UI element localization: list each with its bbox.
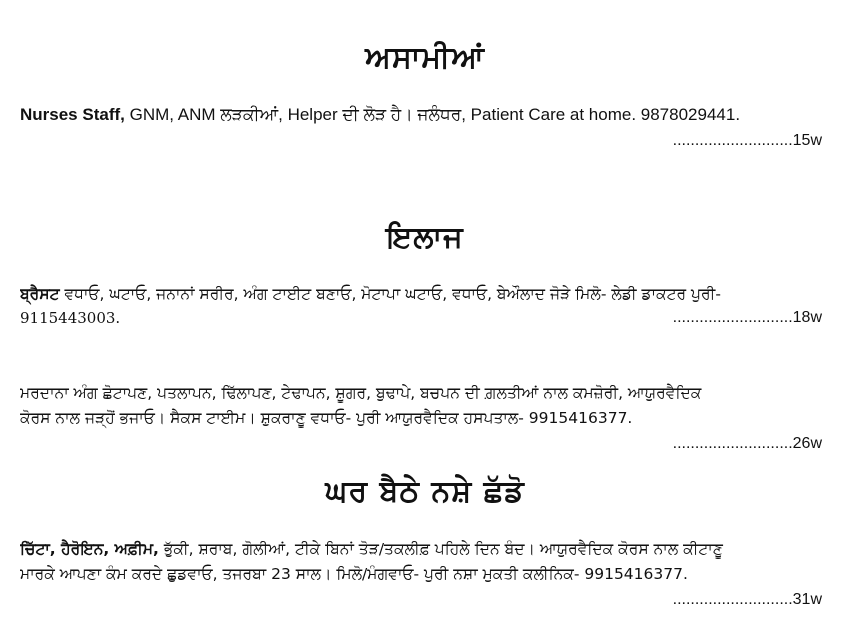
ad-code: ...........................31w — [672, 591, 822, 608]
section-heading-treatment: ਇਲਾਜ — [386, 220, 464, 255]
ad-body: ਮਰਦਾਨਾ ਅੰਗ ਛੋਟਾਪਣ, ਪਤਲਾਪਨ, ਢਿੱਲਾਪਣ, ਟੇਢਾਪਨ, ਸ਼ੂਗਰ, ਬੁਢਾਪੇ, ਬਚਪਨ ਦੀ ਗ਼ਲਤੀਆਂ ਨਾਲ ਕਮਜ਼ੋਰੀ, ਆਯੁਰਵੈਦਿਕ — [20, 384, 702, 402]
ad-code: ...........................18w — [672, 309, 822, 326]
section-heading-vacancies: ਅਸਾਮੀਆਂ — [365, 40, 485, 75]
ad-text-line — [20, 104, 832, 126]
ad-text-line — [20, 538, 832, 560]
ad-text-line: ਮਾਰਕੇ ਆਪਣਾ ਕੰਮ ਕਰਦੇ ਛੁਡਵਾਓ, ਤਜਰਬਾ 23 ਸਾਲ। ਮਿਲੋ/ਮੰਗਵਾਓ- ਪੁਰੀ ਨਸ਼ਾ ਮੁਕਤੀ ਕਲੀਨਿਕ- 9915416377. — [20, 565, 688, 583]
ad-code: ...........................15w — [672, 132, 822, 149]
ad-body: GNM, ANM ਲੜਕੀਆਂ, Helper ਦੀ ਲੋੜ ਹੈ। ਜਲੰਧਰ, Patient Care at home. 9878029441. — [124, 105, 741, 124]
ad-bold-lead: Nurses Staff, — [20, 105, 125, 124]
ad-text-line: 9115443003. — [20, 309, 121, 327]
ad-code: ...........................26w — [672, 435, 822, 452]
section-heading-quit-addiction: ਘਰ ਬੈਠੇ ਨਸ਼ੇ ਛੱਡੋ — [325, 474, 525, 509]
ad-bold-lead: ਚਿੱਟਾ, ਹੈਰੋਇਨ, ਅਫ਼ੀਮ, — [20, 540, 159, 558]
ad-text-line: ਕੋਰਸ ਨਾਲ ਜੜ੍ਹੋਂ ਭਜਾਓ। ਸੈਕਸ ਟਾਈਮ। ਸ਼ੁਕਰਾਣੂ ਵਧਾਓ- ਪੁਰੀ ਆਯੁਰਵੈਦਿਕ ਹਸਪਤਾਲ- 9915416377. — [20, 409, 633, 427]
ad-body: ਵਧਾਓ, ਘਟਾਓ, ਜਨਾਨਾਂ ਸਰੀਰ, ਅੰਗ ਟਾਈਟ ਬਣਾਓ, ਮੋਟਾਪਾ ਘਟਾਓ, ਵਧਾਓ, ਬੇਔਲਾਦ ਜੋੜੇ ਮਿਲੋ- ਲੇਡੀ ਡਾਕਟਰ ਪੁਰੀ- — [59, 285, 721, 303]
ad-text-line — [20, 283, 832, 305]
ad-bold-lead: ਬ੍ਰੈਸਟ — [20, 285, 60, 303]
ad-text-line — [20, 382, 832, 404]
ad-body: ਭੁੱਕੀ, ਸ਼ਰਾਬ, ਗੋਲੀਆਂ, ਟੀਕੇ ਬਿਨਾਂ ਤੋੜ/ਤਕਲੀਫ਼ ਪਹਿਲੇ ਦਿਨ ਬੰਦ। ਆਯੁਰਵੈਦਿਕ ਕੋਰਸ ਨਾਲ ਕੀਟਾਣੂ — [158, 540, 723, 558]
